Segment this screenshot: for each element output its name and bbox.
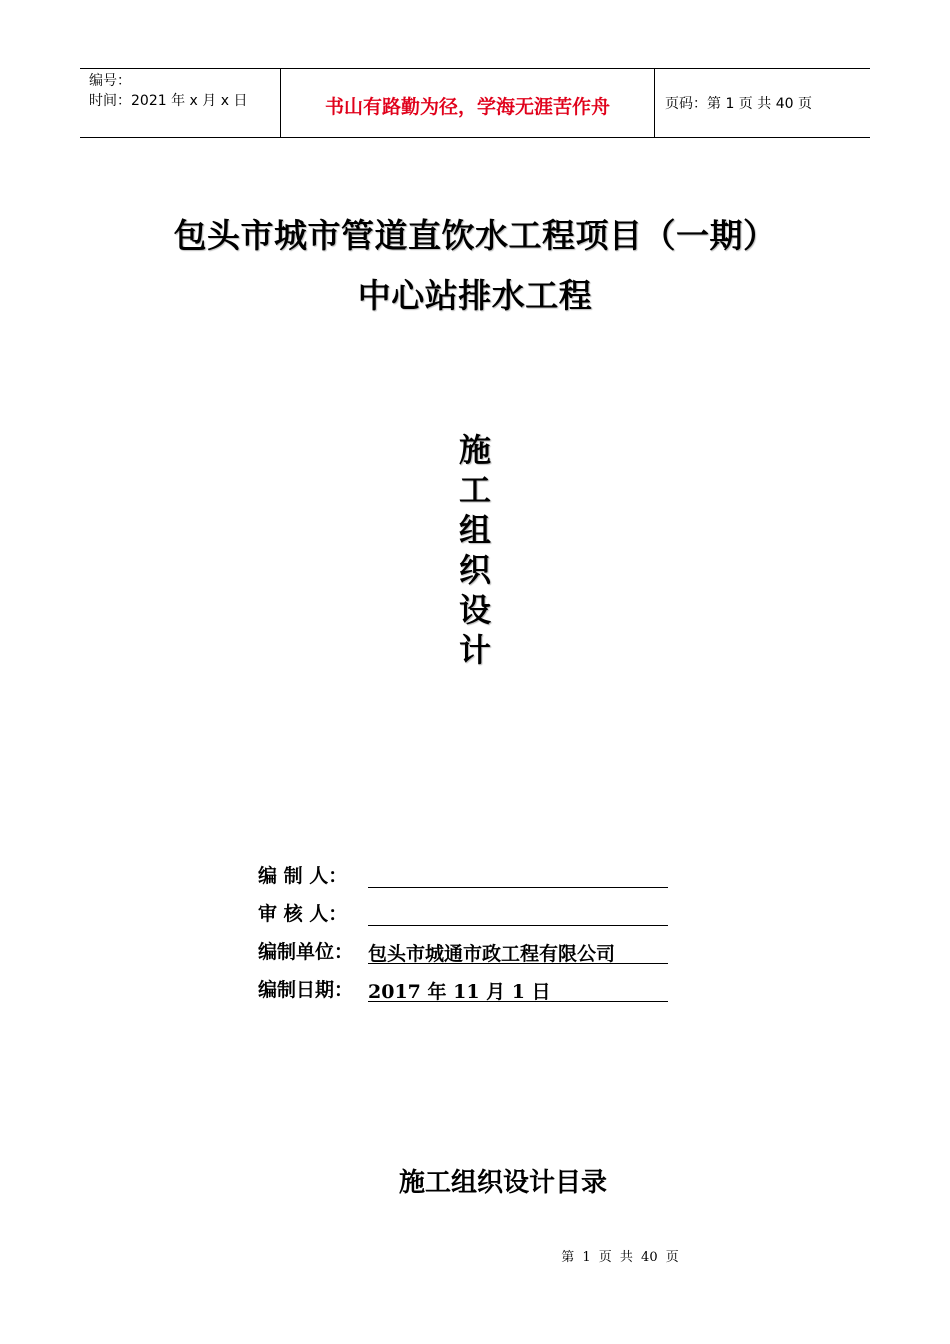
author-field <box>368 863 668 888</box>
page-footer: 第 1 页 共 40 页 <box>561 1250 679 1265</box>
document-title-line1: 包头市城市管道直饮水工程项目（一期） <box>173 216 777 255</box>
reviewer-label: 审 核 人： <box>258 903 348 925</box>
date-field: 2017 年 11 月 1 日 <box>368 977 668 1002</box>
reviewer-field <box>368 901 668 926</box>
motto-cell <box>281 69 655 137</box>
unit-row <box>258 934 668 964</box>
date-row <box>258 972 668 1002</box>
vertical-title-char: 计 <box>458 631 491 669</box>
vertical-title-char: 织 <box>458 551 491 589</box>
page-number-cell <box>655 69 870 137</box>
author-label: 编 制 人： <box>258 865 348 887</box>
unit-field: 包头市城通市政工程有限公司 <box>368 939 668 964</box>
unit-label: 编制单位： <box>258 941 354 963</box>
vertical-title-char: 施 <box>458 431 491 469</box>
reviewer-row <box>258 896 668 926</box>
toc-title: 施工组织设计目录 <box>398 1168 607 1198</box>
header-table <box>80 68 870 138</box>
page-number-label: 页码：第 1 页 共 40 页 <box>665 96 812 112</box>
author-row <box>258 858 668 888</box>
document-title-line2: 中心站排水工程 <box>357 276 593 315</box>
time-label: 时间：2021 年 x 月 x 日 <box>89 93 248 109</box>
vertical-title-char: 工 <box>458 471 491 509</box>
vertical-title-char: 设 <box>458 591 491 629</box>
vertical-title <box>452 430 498 670</box>
motto-text: 书山有路勤为径，学海无涯苦作舟 <box>324 95 610 118</box>
number-label: 编号： <box>89 73 131 89</box>
date-label: 编制日期： <box>258 979 354 1001</box>
header-meta-cell <box>80 69 281 137</box>
vertical-title-char: 组 <box>458 511 491 549</box>
